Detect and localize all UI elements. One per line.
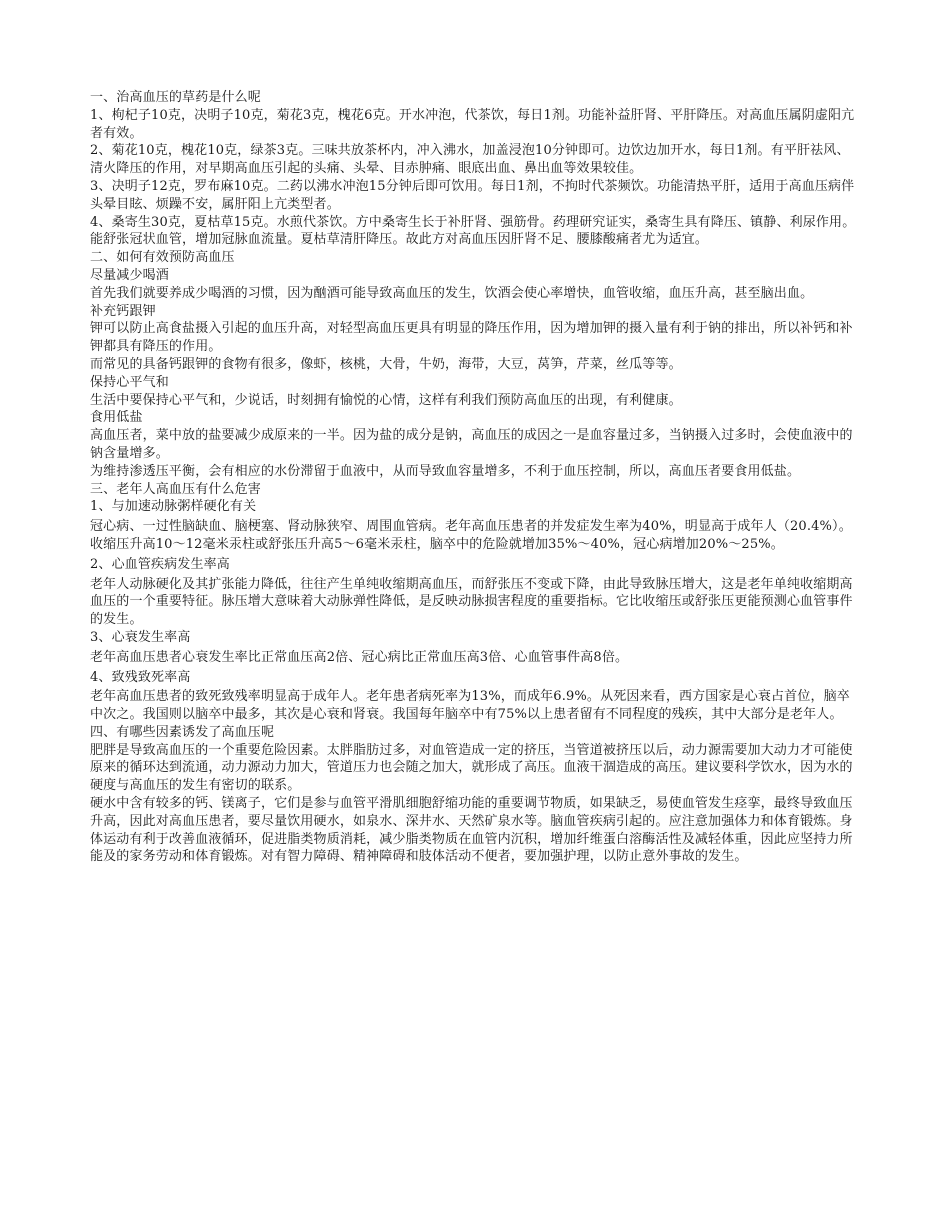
- subheading: 2、心血管疾病发生率高: [90, 556, 230, 572]
- section-heading-causes: 四、有哪些因素诱发了高血压呢: [90, 724, 275, 740]
- paragraph: 生活中要保持心平气和，少说话，时刻拥有愉悦的心情，这样有利我们预防高血压的出现，有利健康。: [90, 392, 682, 408]
- paragraph: 3、决明子12克，罗布麻10克。二药以沸水冲泡15分钟后即可饮用。每日1剂，不拘时代茶频饮。功能清热平肝，适用于高血压病伴头晕目眩、烦躁不安，属肝阳上亢类型者。: [90, 178, 855, 212]
- section-heading-elderly-hazards: 三、老年人高血压有什么危害: [90, 481, 261, 497]
- paragraph: 硬水中含有较多的钙、镁离子，它们是参与血管平滑肌细胞舒缩功能的重要调节物质，如果缺乏，易使血管发生痉挛，最终导致血压升高，因此对高血压患者，要尽量饮用硬水，如泉水、深井水、天然矿泉水等。脑血管疾病引起的。应注意加强体力和体育锻炼。身体运动有利于改善血液循环，促进脂类物质消耗，减少脂类物质在血管内沉积，增加纤维蛋白溶酶活性及减轻体重，因此应坚持力所能及的家务劳动和体育锻炼。对有智力障碍、精神障碍和肢体活动不便者，要加强护理，以防止意外事故的发生。: [90, 796, 853, 865]
- paragraph: 为维持渗透压平衡，会有相应的水份滞留于血液中，从而导致血容量增多，不利于血压控制，所以，高血压者要食用低盐。: [90, 463, 801, 479]
- paragraph: 首先我们就要养成少喝酒的习惯，因为酗酒可能导致高血压的发生，饮酒会使心率增快，血管收缩，血压升高，甚至脑出血。: [90, 285, 814, 301]
- subheading: 补充钙跟钾: [90, 303, 156, 319]
- subheading: 保持心平气和: [90, 374, 169, 390]
- subheading: 1、与加速动脉粥样硬化有关: [90, 499, 257, 515]
- paragraph: 钾可以防止高食盐摄入引起的血压升高，对轻型高血压更具有明显的降压作用，因为增加钾的摄入量有利于钠的排出，所以补钙和补钾都具有降压的作用。: [90, 321, 853, 355]
- subheading: 食用低盐: [90, 410, 143, 426]
- paragraph: 老年人动脉硬化及其扩张能力降低，往往产生单纯收缩期高血压，而舒张压不变或下降，由此导致脉压增大，这是老年单纯收缩期高血压的一个重要特征。脉压增大意味着大动脉弹性降低，是反映动脉损害程度的重要指标。它比收缩压或舒张压更能预测心血管事件的发生。: [90, 576, 853, 628]
- paragraph: 老年高血压患者心衰发生率比正常血压高2倍、冠心病比正常血压高3倍、心血管事件高8倍。: [90, 649, 629, 665]
- subheading: 4、致残致死率高: [90, 669, 191, 685]
- paragraph: 而常见的具备钙跟钾的食物有很多，像虾，核桃，大骨，牛奶，海带，大豆，莴笋，芹菜，丝瓜等等。: [90, 356, 682, 372]
- paragraph: 老年高血压患者的致死致残率明显高于成年人。老年患者病死率为13%，而成年6.9%。从死因来看，西方国家是心衰占首位，脑卒中次之。我国则以脑卒中最多，其次是心衰和肾衰。我国每年脑卒中有75%以上患者留有不同程度的残疾，其中大部分是老年人。: [90, 689, 850, 723]
- subheading: 尽量减少喝酒: [90, 267, 169, 283]
- paragraph: 2、菊花10克，槐花10克，绿茶3克。三味共放茶杯内，冲入沸水，加盖浸泡10分钟即可。边饮边加开水，每日1剂。有平肝祛风、清火降压的作用，对早期高血压引起的头痛、头晕、目赤肿痛、眼底出血、鼻出血等效果较佳。: [90, 143, 850, 177]
- paragraph: 4、桑寄生30克，夏枯草15克。水煎代茶饮。方中桑寄生长于补肝肾、强筋骨。药理研究证实，桑寄生具有降压、镇静、利尿作用。能舒张冠状血管，增加冠脉血流量。夏枯草清肝降压。故此方对高血压因肝肾不足、腰膝酸痛者尤为适宜。: [90, 214, 856, 248]
- paragraph: 高血压者，菜中放的盐要减少成原来的一半。因为盐的成分是钠，高血压的成因之一是血容量过多，当钠摄入过多时，会使血液中的钠含量增多。: [90, 428, 853, 461]
- document-body: [90, 89, 862, 866]
- subheading: 3、心衰发生率高: [90, 629, 191, 645]
- section-heading-prevention: 二、如何有效预防高血压: [90, 250, 235, 266]
- section-heading-herbal-remedies: 一、治高血压的草药是什么呢: [90, 90, 261, 105]
- paragraph: 1、枸杞子10克，决明子10克，菊花3克，槐花6克。开水冲泡，代茶饮，每日1剂。功能补益肝肾、平肝降压。对高血压属阴虚阳亢者有效。: [90, 107, 855, 141]
- paragraph: 冠心病、一过性脑缺血、脑梗塞、肾动脉狭窄、周围血管病。老年高血压患者的并发症发生率为40%，明显高于成年人（20.4%）。收缩压升高10～12毫米汞柱或舒张压升高5～6毫米汞柱，脑卒中的危险就增加35%～40%，冠心病增加20%～25%。: [90, 519, 852, 552]
- paragraph: 肥胖是导致高血压的一个重要危险因素。太胖脂肪过多，对血管造成一定的挤压，当管道被挤压以后，动力源需要加大动力才可能使原来的循环达到流通，动力源动力加大，管道压力也会随之加大，就形成了高压。血液干涸造成的高压。建议要科学饮水，因为水的硬度与高血压的发生有密切的联系。: [90, 742, 853, 794]
